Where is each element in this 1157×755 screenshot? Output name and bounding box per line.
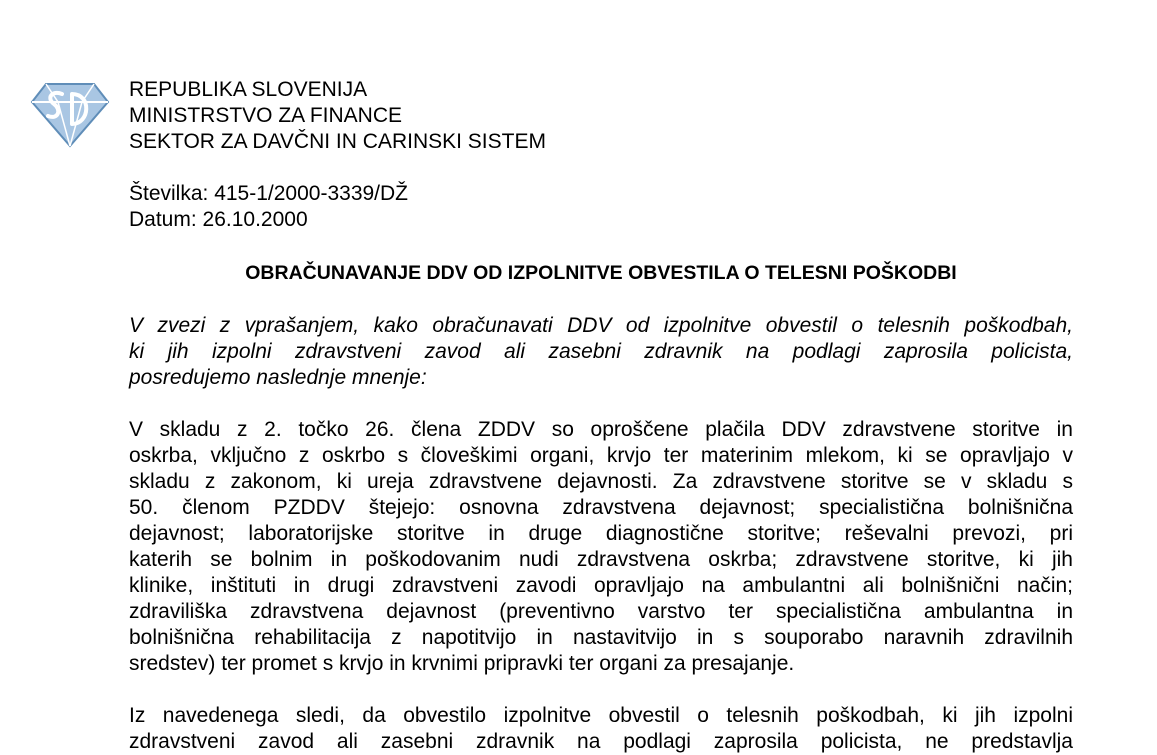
- document-title: OBRAČUNAVANJE DDV OD IZPOLNITVE OBVESTILA O TELESNI POŠKODBI: [245, 262, 957, 284]
- paragraph-conclusion: [129, 703, 1073, 755]
- paragraph-line: ki jih izpolni zdravstveni zavod ali zasebni zdravnik na podlagi zaprosila policista,: [129, 340, 1073, 363]
- paragraph-line: dejavnost; laboratorijske storitve in druge diagnostične storitve; reševalni prevozi, pri: [129, 522, 1073, 545]
- paragraph-line: katerih se bolnim in poškodovanim nudi zdravstvena oskrba; zdravstvene storitve, ki jih: [129, 548, 1073, 571]
- document-reference: [129, 181, 408, 233]
- ministry-logo-icon: [28, 80, 112, 150]
- header-ministry: MINISTRSTVO ZA FINANCE: [129, 104, 403, 127]
- paragraph-line: Iz navedenega sledi, da obvestilo izpolnitve obvestil o telesnih poškodbah, ki jih izpolni: [129, 704, 1073, 727]
- paragraph-line: V zvezi z vprašanjem, kako obračunavati DDV od izpolnitve obvestil o telesnih poškodbah,: [129, 314, 1073, 337]
- issuer-header: [129, 77, 546, 155]
- paragraph-line: zdravstveni zavod ali zasebni zdravnik na podlagi zaprosila policista, ne predstavlja: [129, 730, 1073, 753]
- header-country: REPUBLIKA SLOVENIJA: [129, 78, 368, 101]
- paragraph-line: V skladu z 2. točko 26. člena ZDDV so oproščene plačila DDV zdravstvene storitve in: [129, 418, 1073, 441]
- paragraph-legal-basis: [129, 417, 1073, 677]
- paragraph-intro: [129, 313, 1073, 391]
- reference-number: Številka: 415-1/2000-3339/DŽ: [129, 182, 408, 205]
- paragraph-line: skladu z zakonom, ki ureja zdravstvene dejavnosti. Za zdravstvene storitve se v skladu s: [129, 470, 1073, 493]
- paragraph-line: oskrba, vključno z oskrbo s človeškimi organi, krvjo ter materinim mlekom, ki se opravljajo v: [129, 444, 1073, 467]
- paragraph-line: 50. členom PZDDV štejejo: osnovna zdravstvena dejavnost; specialistična bolnišnična: [129, 496, 1073, 519]
- paragraph-line: posredujemo naslednje mnenje:: [129, 366, 427, 389]
- reference-date: Datum: 26.10.2000: [129, 208, 308, 231]
- paragraph-line: sredstev) ter promet s krvjo in krvnimi pripravki ter organi za presajanje.: [129, 652, 795, 675]
- paragraph-line: bolnišnična rehabilitacija z napotitvijo in nastavitvijo in s souporabo naravnih zdravilnih: [129, 626, 1073, 649]
- paragraph-line: klinike, inštituti in drugi zdravstveni zavodi opravljajo na ambulantni ali bolnišnični način;: [129, 574, 1073, 597]
- paragraph-line: zdraviliška zdravstvena dejavnost (preventivno varstvo ter specialistična ambulantna in: [129, 600, 1073, 623]
- header-sector: SEKTOR ZA DAVČNI IN CARINSKI SISTEM: [129, 130, 546, 153]
